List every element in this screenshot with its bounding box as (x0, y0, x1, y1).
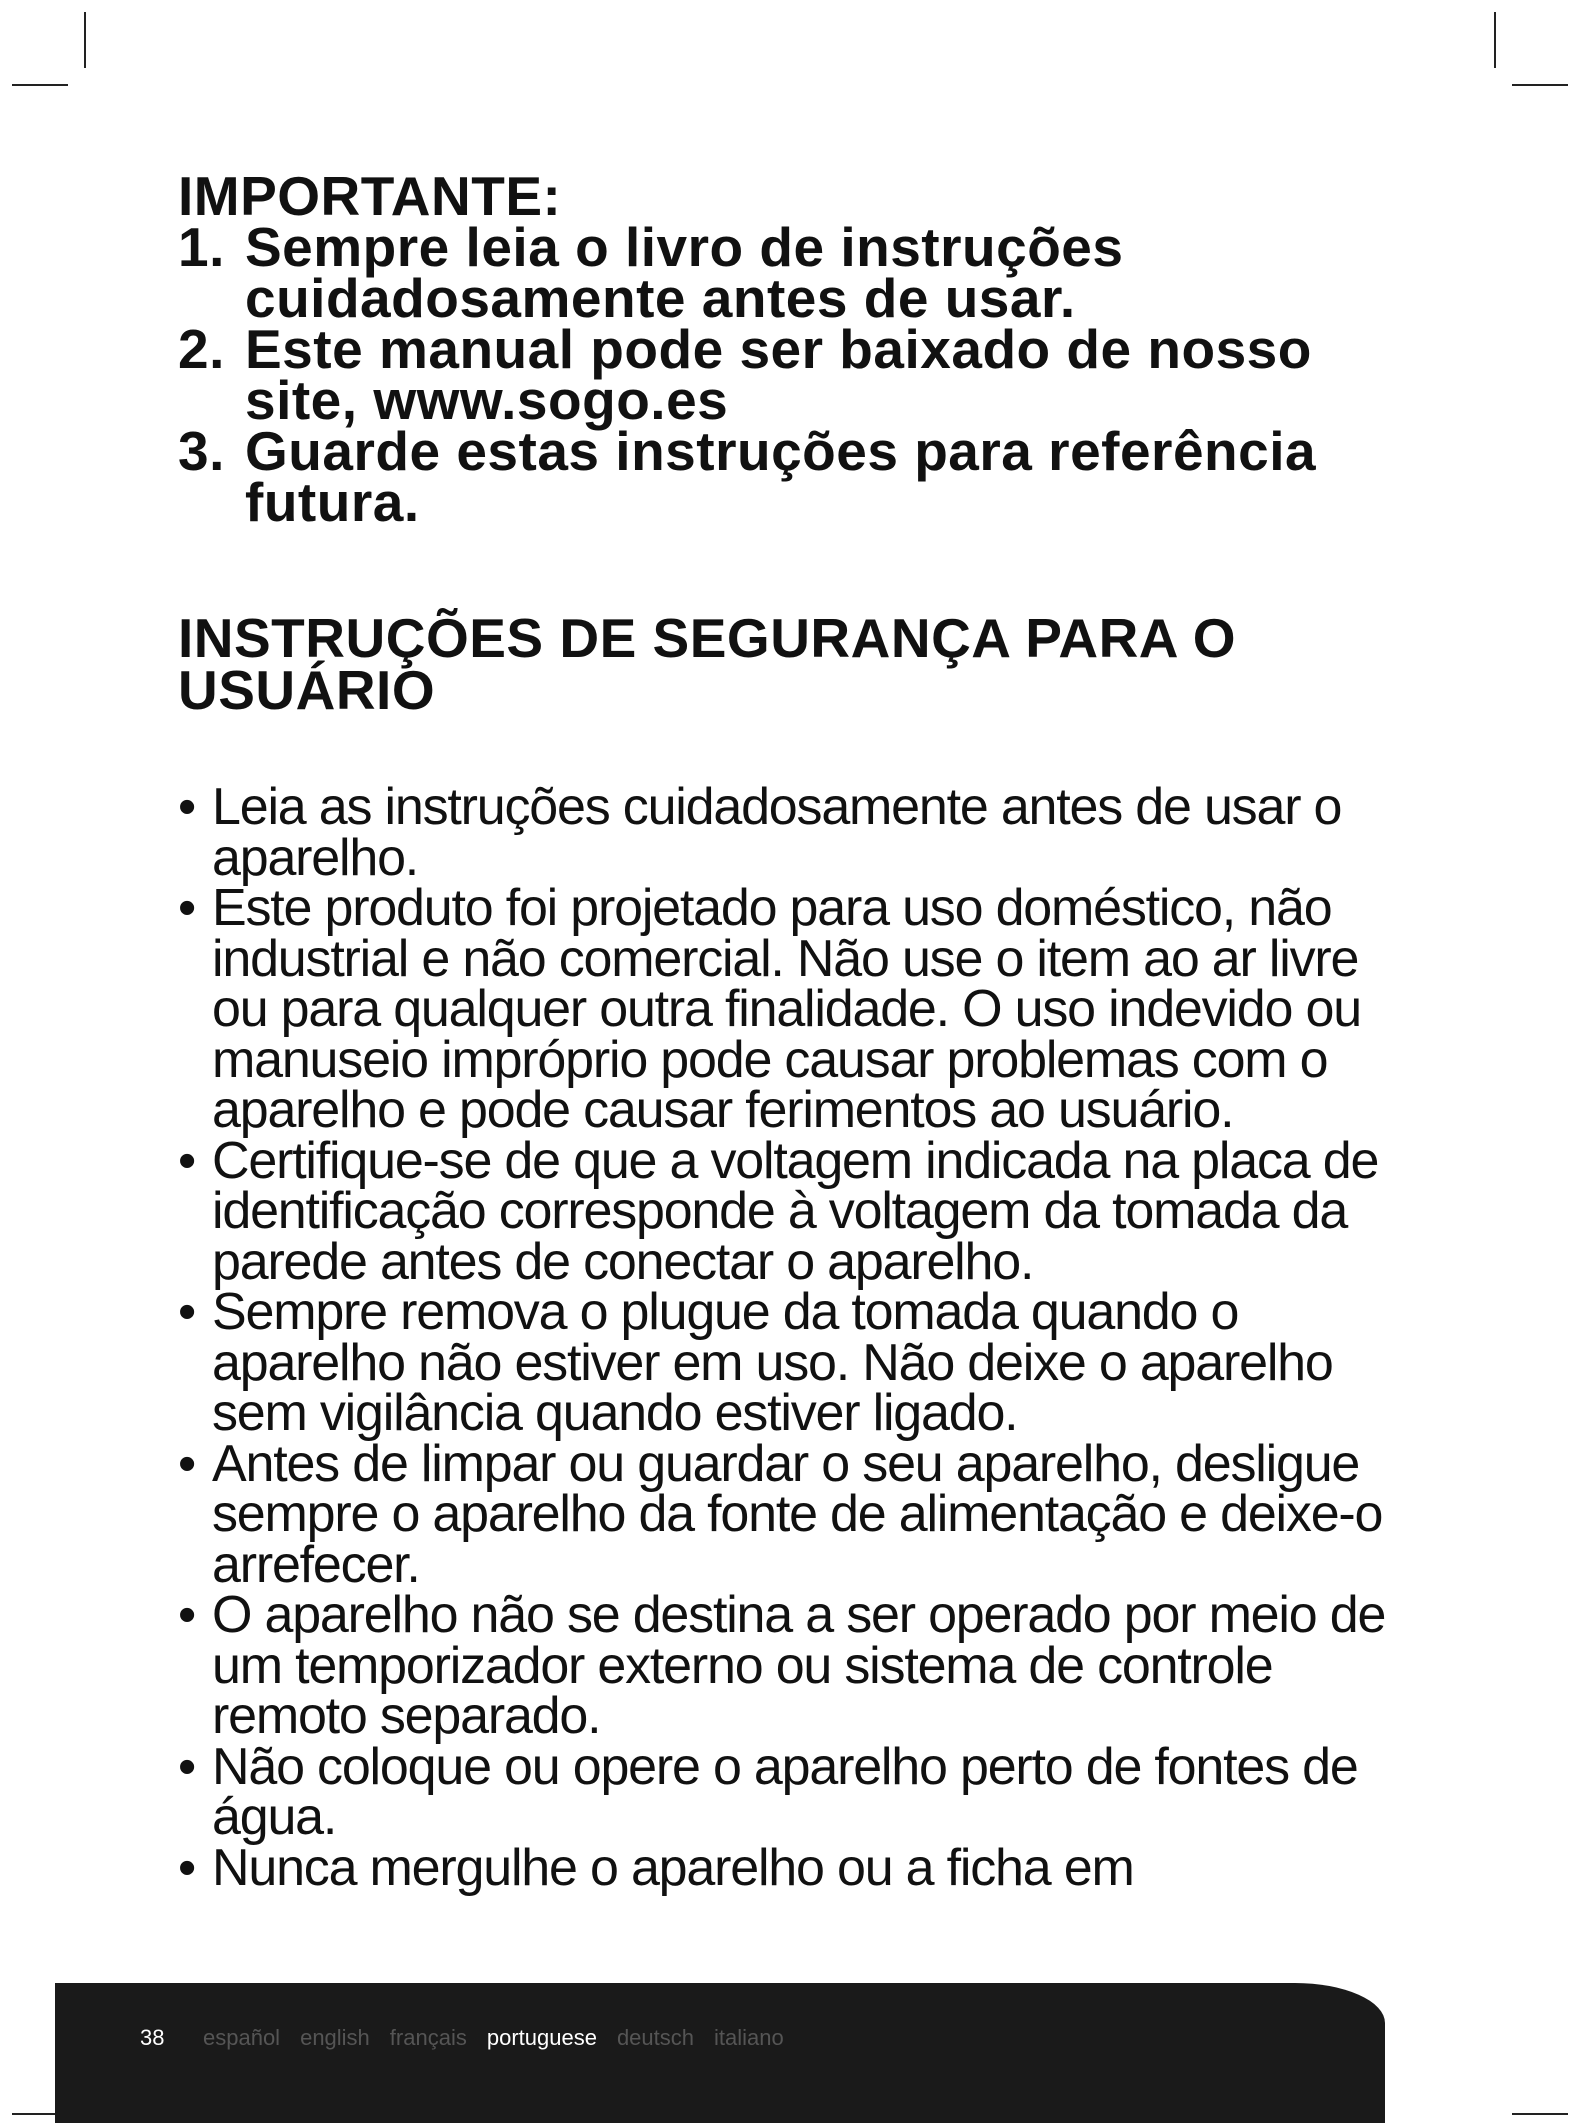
safety-item (178, 778, 1418, 887)
crop-mark-top-left-vertical (84, 12, 86, 68)
safety-item (178, 1737, 1418, 1846)
bullet-icon: • (178, 1131, 196, 1190)
bullet-icon: • (178, 879, 196, 937)
safety-item-text: Antes de limpar ou guardar o seu aparelho, desligue sempre o aparelho da fonte de alimentação e deixe-o arrefecer. (212, 1434, 1383, 1594)
bullet-icon: • (178, 778, 196, 836)
important-item-text: Este manual pode ser baixado de nosso site, www.sogo.es (245, 318, 1312, 431)
safety-item (178, 1586, 1418, 1745)
important-heading: IMPORTANTE: (178, 165, 562, 227)
safety-item (178, 879, 1418, 1139)
safety-item (178, 1434, 1418, 1594)
safety-item-text: Leia as instruções cuidadosamente antes de usar o aparelho. (212, 778, 1342, 887)
language-fr[interactable]: français (389, 2025, 467, 2050)
safety-item-text: Nunca mergulhe o aparelho ou a ficha em (212, 1838, 1134, 1897)
language-nav (203, 2025, 784, 2051)
crop-mark-top-right-vertical (1494, 12, 1496, 68)
important-item (178, 420, 1428, 533)
safety-item (178, 1131, 1418, 1291)
crop-mark-bottom-right-horizontal (1512, 2113, 1568, 2115)
important-item-text: Guarde estas instruções para referência futura. (245, 420, 1317, 533)
important-list (178, 216, 1428, 533)
important-item (178, 216, 1428, 329)
safety-item (178, 1838, 1418, 1897)
safety-item-text: O aparelho não se destina a ser operado por meio de um temporizador externo ou sistema de controle remoto separado. (212, 1586, 1386, 1745)
important-item-number: 1. (178, 216, 225, 278)
safety-item-text: Certifique-se de que a voltagem indicada na placa de identificação corresponde à voltagem da tomada da parede antes de conectar o aparelho. (212, 1131, 1379, 1291)
language-en[interactable]: english (300, 2025, 370, 2050)
language-es[interactable]: español (203, 2025, 281, 2050)
bullet-icon: • (178, 1434, 196, 1493)
important-item (178, 318, 1428, 431)
page-number: 38 (140, 2025, 165, 2050)
language-it[interactable]: italiano (714, 2025, 784, 2050)
safety-heading: INSTRUÇÕES DE SEGURANÇA PARA O USUÁRIO (178, 607, 1237, 721)
bullet-icon: • (178, 1283, 196, 1341)
important-item-number: 2. (178, 318, 225, 380)
safety-item-text: Não coloque ou opere o aparelho perto de fontes de água. (212, 1737, 1358, 1846)
important-item-number: 3. (178, 420, 225, 482)
page-content (178, 165, 1428, 1897)
important-item-text: Sempre leia o livro de instruções cuidadosamente antes de usar. (245, 216, 1124, 329)
crop-mark-top-right-horizontal (1512, 84, 1568, 86)
crop-mark-top-left-horizontal (12, 84, 68, 86)
footer-bar (55, 1983, 1385, 2123)
safety-item-text: Sempre remova o plugue da tomada quando o aparelho não estiver em uso. Não deixe o aparelho sem vigilância quando estiver ligado. (212, 1283, 1333, 1442)
bullet-icon: • (178, 1838, 196, 1897)
safety-item (178, 1283, 1418, 1442)
language-pt[interactable]: portuguese (486, 2025, 597, 2050)
bullet-icon: • (178, 1737, 196, 1796)
language-de[interactable]: deutsch (616, 2025, 694, 2050)
bullet-icon: • (178, 1586, 196, 1644)
safety-item-text: Este produto foi projetado para uso doméstico, não industrial e não comercial. Não use o item ao ar livre ou para qualquer outra finalidade. O uso indevido ou manuseio impróprio pode causar problemas com o aparelho e pode causar ferimentos ao usuário. (212, 879, 1361, 1139)
safety-list (178, 778, 1418, 1897)
